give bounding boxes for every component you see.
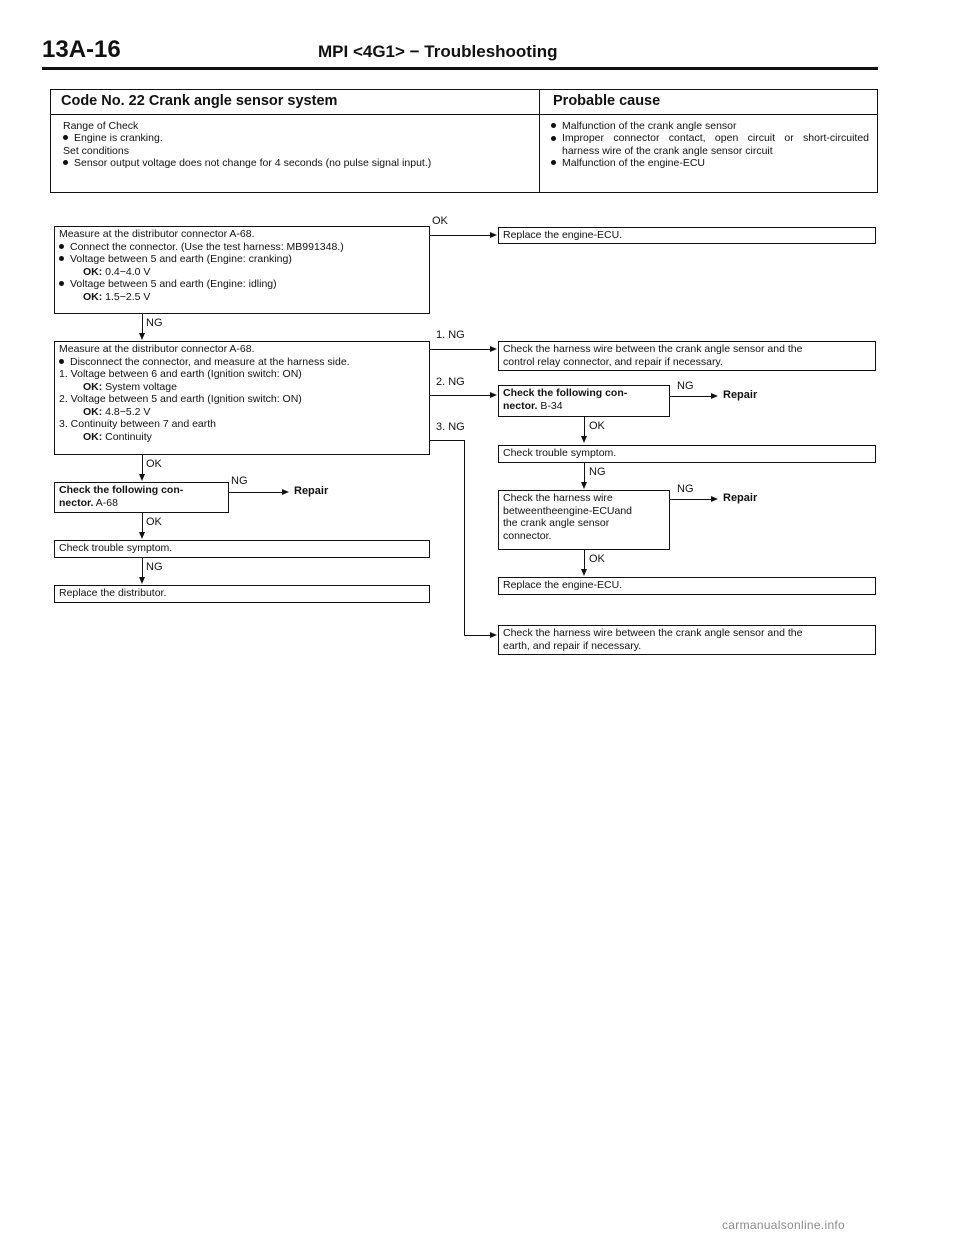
bullet-icon: [59, 244, 64, 249]
arrow-down-icon: [139, 333, 145, 340]
ng2-connector-box: Check the following con- nector. B-34: [498, 385, 670, 417]
cause-item: Improper connector contact, open circuit or short-circuited harness wire of the crank angle sensor circuit: [551, 132, 869, 157]
connector-line: [670, 499, 712, 500]
connector-line: [142, 513, 143, 533]
ng2-harness-ok-label: OK: [589, 553, 605, 565]
ng2-ng-label: NG: [677, 380, 694, 392]
arrow-down-icon: [139, 532, 145, 539]
ng3-label: 3. NG: [436, 421, 465, 433]
connector-line: [430, 235, 490, 236]
bullet-icon: [551, 160, 556, 165]
bullet-icon: [551, 136, 556, 141]
step1-ok-result-box: Replace the engine-ECU.: [498, 227, 876, 244]
set-label: Set conditions: [63, 144, 129, 157]
conn-ok-label: OK: [146, 516, 162, 528]
ng3-result-box: Check the harness wire between the crank angle sensor and the earth, and repair if necessary.: [498, 625, 876, 655]
header-rule: [42, 67, 878, 70]
page-title: MPI <4G1> − Troubleshooting: [318, 42, 558, 61]
ng2-trouble-box: Check trouble symptom.: [498, 445, 876, 463]
connector-line: [584, 550, 585, 570]
ng2-harness-ng-label: NG: [677, 483, 694, 495]
bullet-icon: [63, 160, 68, 165]
ng2-harness-box: Check the harness wire betweentheengine-ECUand the crank angle sensor connector.: [498, 490, 670, 550]
conn-repair-label: Repair: [294, 485, 329, 497]
bullet-icon: [63, 135, 68, 140]
arrow-down-icon: [139, 577, 145, 584]
arrow-right-icon: [711, 496, 718, 502]
set-item: Sensor output voltage does not change for 4 seconds (no pulse signal input.): [63, 157, 431, 169]
connector-line: [142, 314, 143, 334]
table-header-rule: [51, 114, 877, 115]
connector-line: [430, 395, 490, 396]
ng2-label: 2. NG: [436, 376, 465, 388]
ng2-trouble-ng-label: NG: [589, 466, 606, 478]
connector-line: [430, 440, 464, 441]
arrow-right-icon: [490, 392, 497, 398]
cause-section: [551, 120, 869, 170]
connector-line: [464, 635, 490, 636]
bullet-icon: [59, 281, 64, 286]
connector-line: [670, 396, 712, 397]
connector-line: [584, 463, 585, 483]
ng2-repair-label: Repair: [723, 389, 758, 401]
code-title: Code No. 22 Crank angle sensor system: [61, 93, 338, 109]
cause-item: Malfunction of the crank angle sensor: [551, 120, 869, 132]
connector-a68-box: Check the following con- nector. A-68: [54, 482, 229, 513]
bullet-icon: [551, 123, 556, 128]
arrow-right-icon: [490, 232, 497, 238]
bullet-icon: [59, 256, 64, 261]
table-column-rule: [539, 90, 540, 192]
connector-line: [464, 440, 465, 635]
arrow-down-icon: [139, 474, 145, 481]
ng1-label: 1. NG: [436, 329, 465, 341]
final-box: Replace the distributor.: [54, 585, 430, 603]
cause-item: Malfunction of the engine-ECU: [551, 157, 869, 169]
step1-ok-label: OK: [432, 215, 448, 227]
range-item: Engine is cranking.: [63, 132, 431, 144]
ng2-final-box: Replace the engine-ECU.: [498, 577, 876, 595]
cause-title: Probable cause: [553, 93, 661, 109]
ng1-result-box: Check the harness wire between the crank angle sensor and the control relay connector, and repair if necessary.: [498, 341, 876, 371]
conn-ng-label: NG: [231, 475, 248, 487]
arrow-right-icon: [490, 632, 497, 638]
watermark: carmanualsonline.info: [722, 1218, 846, 1232]
connector-line: [229, 492, 283, 493]
connector-line: [584, 417, 585, 437]
arrow-right-icon: [490, 346, 497, 352]
range-section: [63, 120, 431, 170]
arrow-down-icon: [581, 569, 587, 576]
page-number: 13A-16: [42, 36, 121, 63]
ng2-harness-repair-label: Repair: [723, 492, 758, 504]
trouble-ng-label: NG: [146, 561, 163, 573]
arrow-right-icon: [711, 393, 718, 399]
arrow-down-icon: [581, 482, 587, 489]
ng2-ok-label: OK: [589, 420, 605, 432]
step1-ng-label: NG: [146, 317, 163, 329]
code-table: [50, 89, 878, 193]
arrow-right-icon: [282, 489, 289, 495]
trouble-box: Check trouble symptom.: [54, 540, 430, 558]
arrow-down-icon: [581, 436, 587, 443]
range-label: Range of Check: [63, 120, 139, 132]
step2-box: Measure at the distributor connector A-68. Disconnect the connector, and measure at the harness side. 1. Voltage between 6 and earth (Ignition switch: ON) OK: System voltage 2. Voltage between 5 and earth (Ignition switch: ON) OK: 4.8−5.2 V 3. Continuity between 7 and earth OK: Continuity: [54, 341, 430, 455]
step2-ok-label: OK: [146, 458, 162, 470]
connector-line: [430, 349, 490, 350]
connector-line: [142, 558, 143, 578]
bullet-icon: [59, 359, 64, 364]
connector-line: [142, 455, 143, 475]
step1-box: Measure at the distributor connector A-68. Connect the connector. (Use the test harness: MB991348.) Voltage between 5 and earth (Engine: cranking) OK: 0.4−4.0 V Voltage between 5 and earth (Engine: idling) OK: 1.5−2.5 V: [54, 226, 430, 314]
